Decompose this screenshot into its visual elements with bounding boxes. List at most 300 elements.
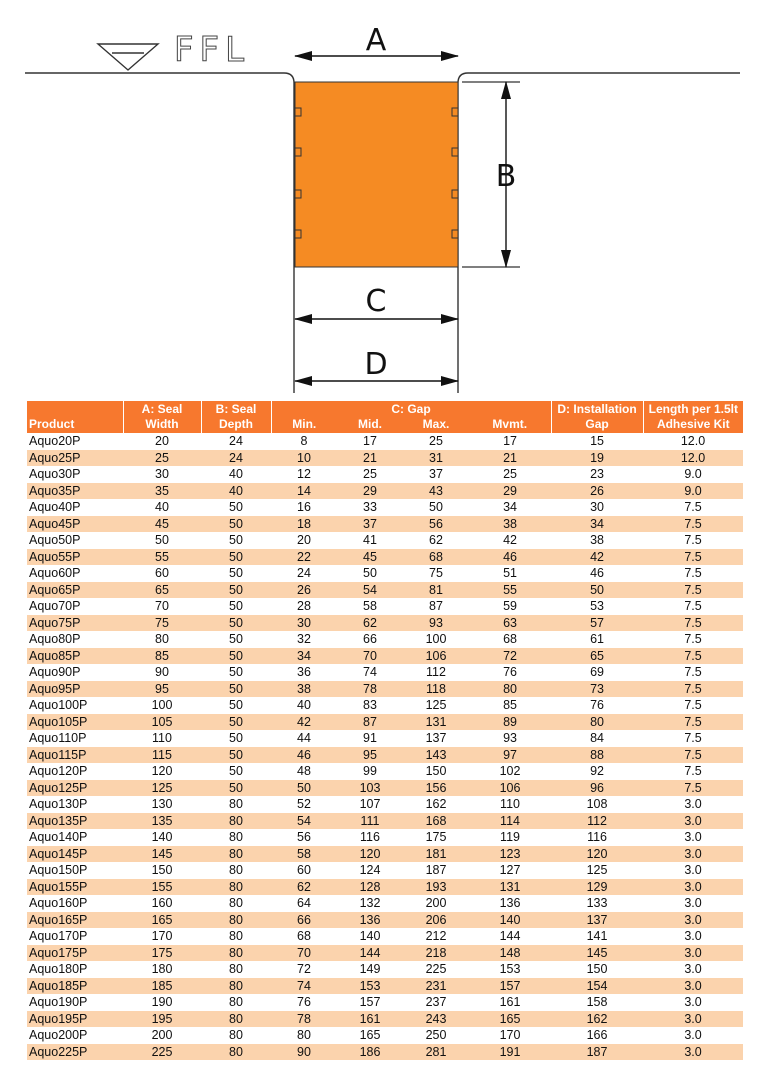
seal-width: 125	[123, 780, 201, 797]
gap-mid: 45	[337, 549, 403, 566]
gap-min: 38	[271, 681, 337, 698]
product-name: Aquo190P	[27, 994, 123, 1011]
seal-width: 145	[123, 846, 201, 863]
product-name: Aquo45P	[27, 516, 123, 533]
table-row	[27, 648, 743, 665]
length-per-kit: 7.5	[643, 499, 743, 516]
header-gap-max: Max.	[403, 417, 469, 433]
installation-gap: 80	[551, 714, 643, 731]
table-row	[27, 730, 743, 747]
installation-gap: 50	[551, 582, 643, 599]
gap-min: 70	[271, 945, 337, 962]
gap-max: 131	[403, 714, 469, 731]
seal-width: 95	[123, 681, 201, 698]
gap-mid: 91	[337, 730, 403, 747]
seal-depth: 50	[201, 697, 271, 714]
gap-mvmt: 165	[469, 1011, 551, 1028]
gap-max: 225	[403, 961, 469, 978]
table-row	[27, 895, 743, 912]
gap-max: 56	[403, 516, 469, 533]
seal-width: 25	[123, 450, 201, 467]
installation-gap: 69	[551, 664, 643, 681]
gap-min: 10	[271, 450, 337, 467]
installation-gap: 133	[551, 895, 643, 912]
installation-gap: 125	[551, 862, 643, 879]
installation-gap: 23	[551, 466, 643, 483]
installation-gap: 145	[551, 945, 643, 962]
installation-gap: 166	[551, 1027, 643, 1044]
gap-max: 250	[403, 1027, 469, 1044]
length-per-kit: 3.0	[643, 1044, 743, 1061]
gap-max: 181	[403, 846, 469, 863]
seal-width: 105	[123, 714, 201, 731]
gap-mid: 186	[337, 1044, 403, 1061]
table-row	[27, 697, 743, 714]
product-name: Aquo20P	[27, 433, 123, 450]
installation-gap: 65	[551, 648, 643, 665]
gap-mvmt: 55	[469, 582, 551, 599]
gap-min: 12	[271, 466, 337, 483]
product-name: Aquo125P	[27, 780, 123, 797]
seal-width: 60	[123, 565, 201, 582]
product-name: Aquo40P	[27, 499, 123, 516]
seal-depth: 80	[201, 945, 271, 962]
gap-mid: 50	[337, 565, 403, 582]
seal-depth: 80	[201, 829, 271, 846]
gap-mvmt: 136	[469, 895, 551, 912]
table-row	[27, 912, 743, 929]
product-name: Aquo115P	[27, 747, 123, 764]
gap-mvmt: 46	[469, 549, 551, 566]
header-gap-group: C: Gap	[271, 401, 551, 417]
gap-min: 22	[271, 549, 337, 566]
table-row	[27, 664, 743, 681]
gap-max: 81	[403, 582, 469, 599]
dimension-a-label: A	[365, 23, 387, 58]
length-per-kit: 12.0	[643, 450, 743, 467]
seal-width: 55	[123, 549, 201, 566]
seal-depth: 50	[201, 549, 271, 566]
installation-gap: 96	[551, 780, 643, 797]
gap-min: 78	[271, 1011, 337, 1028]
gap-max: 237	[403, 994, 469, 1011]
gap-min: 74	[271, 978, 337, 995]
gap-min: 24	[271, 565, 337, 582]
installation-gap: 108	[551, 796, 643, 813]
seal-width: 170	[123, 928, 201, 945]
table-row	[27, 1044, 743, 1061]
gap-mvmt: 21	[469, 450, 551, 467]
product-name: Aquo85P	[27, 648, 123, 665]
length-per-kit: 7.5	[643, 516, 743, 533]
product-name: Aquo195P	[27, 1011, 123, 1028]
gap-mid: 128	[337, 879, 403, 896]
table-row	[27, 483, 743, 500]
length-per-kit: 7.5	[643, 714, 743, 731]
table-row	[27, 994, 743, 1011]
installation-gap: 88	[551, 747, 643, 764]
gap-mid: 29	[337, 483, 403, 500]
gap-mid: 132	[337, 895, 403, 912]
seal-width: 185	[123, 978, 201, 995]
product-name: Aquo80P	[27, 631, 123, 648]
gap-min: 60	[271, 862, 337, 879]
seal-width: 160	[123, 895, 201, 912]
gap-min: 36	[271, 664, 337, 681]
gap-min: 56	[271, 829, 337, 846]
gap-mvmt: 170	[469, 1027, 551, 1044]
table-row	[27, 747, 743, 764]
gap-mvmt: 25	[469, 466, 551, 483]
gap-max: 193	[403, 879, 469, 896]
seal-depth: 40	[201, 483, 271, 500]
seal-depth: 80	[201, 1027, 271, 1044]
header-length-line1: Length per 1.5lt	[643, 401, 743, 417]
installation-gap: 34	[551, 516, 643, 533]
seal-width: 175	[123, 945, 201, 962]
gap-max: 162	[403, 796, 469, 813]
table-row	[27, 516, 743, 533]
header-product-top	[27, 401, 123, 417]
product-name: Aquo185P	[27, 978, 123, 995]
gap-mvmt: 102	[469, 763, 551, 780]
table-row	[27, 532, 743, 549]
gap-mvmt: 85	[469, 697, 551, 714]
gap-min: 32	[271, 631, 337, 648]
table-row	[27, 961, 743, 978]
seal-width: 180	[123, 961, 201, 978]
table-row	[27, 565, 743, 582]
gap-min: 64	[271, 895, 337, 912]
gap-max: 175	[403, 829, 469, 846]
product-name: Aquo165P	[27, 912, 123, 929]
gap-mvmt: 38	[469, 516, 551, 533]
length-per-kit: 3.0	[643, 829, 743, 846]
seal-width: 225	[123, 1044, 201, 1061]
product-name: Aquo155P	[27, 879, 123, 896]
installation-gap: 26	[551, 483, 643, 500]
seal-width: 130	[123, 796, 201, 813]
seal-depth: 50	[201, 499, 271, 516]
table-row	[27, 796, 743, 813]
gap-min: 48	[271, 763, 337, 780]
gap-min: 52	[271, 796, 337, 813]
table-row	[27, 945, 743, 962]
length-per-kit: 7.5	[643, 631, 743, 648]
gap-mid: 33	[337, 499, 403, 516]
table-row	[27, 780, 743, 797]
seal-depth: 80	[201, 1044, 271, 1061]
table-row	[27, 829, 743, 846]
gap-max: 281	[403, 1044, 469, 1061]
gap-mid: 95	[337, 747, 403, 764]
gap-max: 168	[403, 813, 469, 830]
gap-min: 34	[271, 648, 337, 665]
installation-gap: 73	[551, 681, 643, 698]
seal-width: 135	[123, 813, 201, 830]
table-row	[27, 549, 743, 566]
seal-width: 200	[123, 1027, 201, 1044]
gap-mvmt: 110	[469, 796, 551, 813]
gap-min: 26	[271, 582, 337, 599]
gap-mid: 120	[337, 846, 403, 863]
gap-max: 206	[403, 912, 469, 929]
seal-depth: 50	[201, 730, 271, 747]
gap-mvmt: 93	[469, 730, 551, 747]
seal-depth: 50	[201, 582, 271, 599]
gap-mid: 25	[337, 466, 403, 483]
gap-min: 58	[271, 846, 337, 863]
installation-gap: 30	[551, 499, 643, 516]
seal-width: 150	[123, 862, 201, 879]
product-name: Aquo30P	[27, 466, 123, 483]
length-per-kit: 3.0	[643, 961, 743, 978]
gap-mid: 83	[337, 697, 403, 714]
table-row	[27, 928, 743, 945]
gap-min: 28	[271, 598, 337, 615]
length-per-kit: 7.5	[643, 549, 743, 566]
gap-max: 137	[403, 730, 469, 747]
gap-mvmt: 119	[469, 829, 551, 846]
table-row	[27, 466, 743, 483]
length-per-kit: 3.0	[643, 813, 743, 830]
seal-depth: 40	[201, 466, 271, 483]
table-row	[27, 846, 743, 863]
length-per-kit: 3.0	[643, 862, 743, 879]
gap-min: 20	[271, 532, 337, 549]
product-name: Aquo35P	[27, 483, 123, 500]
gap-min: 30	[271, 615, 337, 632]
gap-mid: 136	[337, 912, 403, 929]
gap-mid: 74	[337, 664, 403, 681]
floor-line	[25, 73, 294, 393]
seal-depth: 80	[201, 912, 271, 929]
gap-mid: 140	[337, 928, 403, 945]
seal-depth: 50	[201, 598, 271, 615]
installation-gap: 76	[551, 697, 643, 714]
seal-depth: 50	[201, 780, 271, 797]
installation-gap: 154	[551, 978, 643, 995]
product-name: Aquo170P	[27, 928, 123, 945]
gap-min: 54	[271, 813, 337, 830]
length-per-kit: 7.5	[643, 747, 743, 764]
gap-mid: 157	[337, 994, 403, 1011]
gap-mvmt: 157	[469, 978, 551, 995]
gap-max: 68	[403, 549, 469, 566]
table-row	[27, 615, 743, 632]
header-seal-depth-line2: Depth	[201, 417, 271, 433]
product-spec-table	[27, 401, 743, 1060]
gap-mvmt: 72	[469, 648, 551, 665]
gap-mid: 37	[337, 516, 403, 533]
header-installation-gap-line2: Gap	[551, 417, 643, 433]
gap-mvmt: 161	[469, 994, 551, 1011]
gap-mvmt: 42	[469, 532, 551, 549]
product-name: Aquo75P	[27, 615, 123, 632]
gap-mvmt: 127	[469, 862, 551, 879]
seal-width: 100	[123, 697, 201, 714]
table-row	[27, 1027, 743, 1044]
dimension-b-label: B	[495, 159, 517, 194]
gap-max: 50	[403, 499, 469, 516]
gap-min: 66	[271, 912, 337, 929]
gap-max: 243	[403, 1011, 469, 1028]
gap-min: 44	[271, 730, 337, 747]
seal-depth: 80	[201, 879, 271, 896]
product-name: Aquo55P	[27, 549, 123, 566]
installation-gap: 84	[551, 730, 643, 747]
gap-mvmt: 63	[469, 615, 551, 632]
gap-mvmt: 59	[469, 598, 551, 615]
gap-max: 218	[403, 945, 469, 962]
length-per-kit: 3.0	[643, 1027, 743, 1044]
length-per-kit: 3.0	[643, 912, 743, 929]
product-name: Aquo25P	[27, 450, 123, 467]
gap-mid: 144	[337, 945, 403, 962]
length-per-kit: 7.5	[643, 532, 743, 549]
installation-gap: 116	[551, 829, 643, 846]
seal-width: 155	[123, 879, 201, 896]
seal-body	[295, 82, 458, 267]
length-per-kit: 3.0	[643, 994, 743, 1011]
product-name: Aquo70P	[27, 598, 123, 615]
seal-width: 115	[123, 747, 201, 764]
gap-mvmt: 34	[469, 499, 551, 516]
gap-max: 143	[403, 747, 469, 764]
header-gap-mvmt: Mvmt.	[469, 417, 551, 433]
installation-gap: 112	[551, 813, 643, 830]
gap-max: 87	[403, 598, 469, 615]
gap-mvmt: 191	[469, 1044, 551, 1061]
table-row	[27, 450, 743, 467]
product-name: Aquo145P	[27, 846, 123, 863]
header-product: Product	[27, 417, 123, 433]
seal-width: 140	[123, 829, 201, 846]
seal-depth: 24	[201, 450, 271, 467]
length-per-kit: 9.0	[643, 483, 743, 500]
installation-gap: 129	[551, 879, 643, 896]
gap-min: 46	[271, 747, 337, 764]
seal-depth: 80	[201, 978, 271, 995]
gap-min: 80	[271, 1027, 337, 1044]
gap-mid: 111	[337, 813, 403, 830]
gap-min: 62	[271, 879, 337, 896]
joint-seal-diagram	[0, 0, 763, 400]
seal-depth: 50	[201, 747, 271, 764]
gap-max: 112	[403, 664, 469, 681]
seal-width: 45	[123, 516, 201, 533]
gap-mid: 66	[337, 631, 403, 648]
length-per-kit: 7.5	[643, 615, 743, 632]
gap-min: 90	[271, 1044, 337, 1061]
gap-max: 62	[403, 532, 469, 549]
header-seal-width-line2: Width	[123, 417, 201, 433]
gap-max: 118	[403, 681, 469, 698]
product-name: Aquo180P	[27, 961, 123, 978]
table-row	[27, 879, 743, 896]
table-row	[27, 1011, 743, 1028]
gap-mvmt: 123	[469, 846, 551, 863]
product-name: Aquo130P	[27, 796, 123, 813]
gap-max: 93	[403, 615, 469, 632]
seal-width: 120	[123, 763, 201, 780]
gap-min: 40	[271, 697, 337, 714]
gap-mid: 99	[337, 763, 403, 780]
gap-mid: 149	[337, 961, 403, 978]
seal-depth: 80	[201, 813, 271, 830]
table-body	[27, 433, 743, 1060]
header-seal-width-line1: A: Seal	[123, 401, 201, 417]
gap-mid: 103	[337, 780, 403, 797]
length-per-kit: 7.5	[643, 565, 743, 582]
seal-depth: 50	[201, 532, 271, 549]
header-gap-min: Min.	[271, 417, 337, 433]
installation-gap: 19	[551, 450, 643, 467]
length-per-kit: 3.0	[643, 978, 743, 995]
table-row	[27, 582, 743, 599]
installation-gap: 38	[551, 532, 643, 549]
gap-mid: 161	[337, 1011, 403, 1028]
seal-width: 50	[123, 532, 201, 549]
gap-mvmt: 17	[469, 433, 551, 450]
gap-max: 106	[403, 648, 469, 665]
length-per-kit: 7.5	[643, 763, 743, 780]
gap-mvmt: 144	[469, 928, 551, 945]
gap-mvmt: 51	[469, 565, 551, 582]
gap-max: 43	[403, 483, 469, 500]
seal-depth: 50	[201, 516, 271, 533]
seal-depth: 80	[201, 961, 271, 978]
gap-max: 75	[403, 565, 469, 582]
seal-depth: 80	[201, 1011, 271, 1028]
seal-depth: 50	[201, 664, 271, 681]
gap-min: 50	[271, 780, 337, 797]
gap-mvmt: 89	[469, 714, 551, 731]
floor-line-right	[458, 73, 740, 393]
table-row	[27, 714, 743, 731]
header-gap-mid: Mid.	[337, 417, 403, 433]
seal-depth: 50	[201, 714, 271, 731]
gap-max: 156	[403, 780, 469, 797]
gap-mid: 107	[337, 796, 403, 813]
gap-mid: 87	[337, 714, 403, 731]
installation-gap: 42	[551, 549, 643, 566]
installation-gap: 158	[551, 994, 643, 1011]
gap-max: 125	[403, 697, 469, 714]
gap-min: 68	[271, 928, 337, 945]
installation-gap: 53	[551, 598, 643, 615]
seal-depth: 80	[201, 846, 271, 863]
seal-width: 80	[123, 631, 201, 648]
gap-mvmt: 131	[469, 879, 551, 896]
length-per-kit: 3.0	[643, 879, 743, 896]
installation-gap: 15	[551, 433, 643, 450]
length-per-kit: 7.5	[643, 697, 743, 714]
gap-min: 18	[271, 516, 337, 533]
seal-depth: 80	[201, 796, 271, 813]
gap-min: 16	[271, 499, 337, 516]
product-name: Aquo50P	[27, 532, 123, 549]
table-row	[27, 681, 743, 698]
product-name: Aquo135P	[27, 813, 123, 830]
table-row	[27, 763, 743, 780]
length-per-kit: 7.5	[643, 730, 743, 747]
gap-max: 25	[403, 433, 469, 450]
seal-depth: 50	[201, 631, 271, 648]
length-per-kit: 3.0	[643, 928, 743, 945]
ffl-label: FFL	[174, 30, 251, 70]
gap-max: 187	[403, 862, 469, 879]
